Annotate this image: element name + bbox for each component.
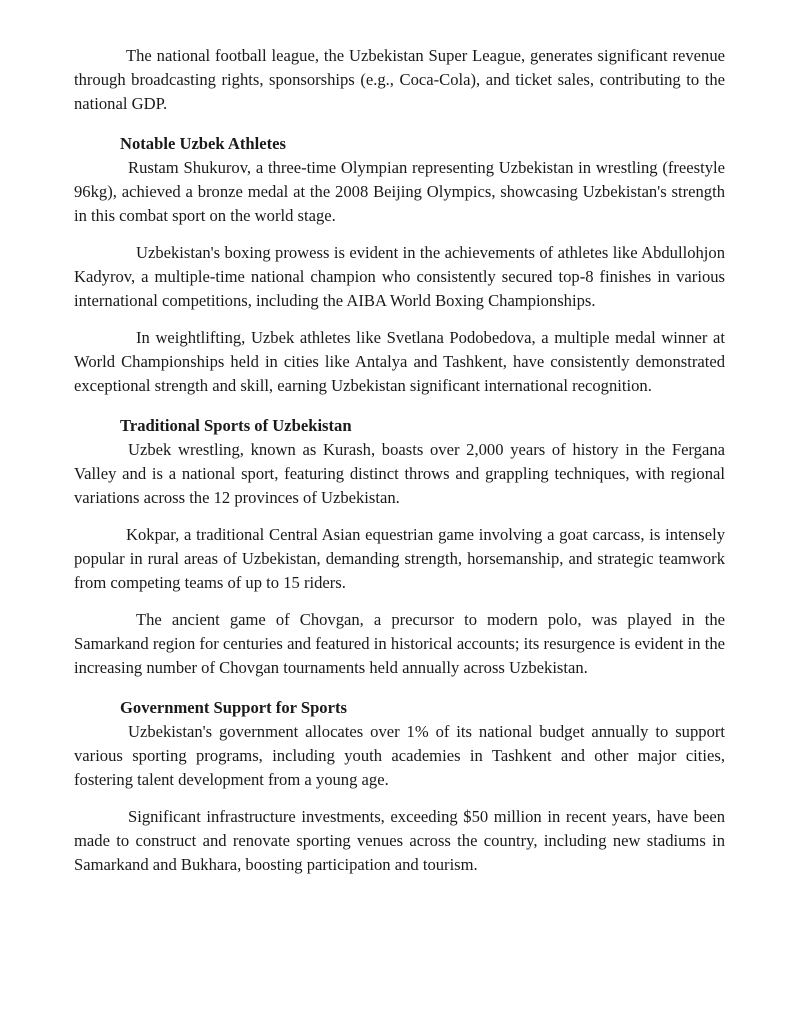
heading-notable-athletes: Notable Uzbek Athletes: [120, 134, 286, 153]
spacer: [74, 510, 725, 523]
paragraph-chovgan: The ancient game of Chovgan, a precursor to modern polo, was played in the Samarkand region for centuries and featured in historical accounts; its resurgence is evident in the increasing number of Chovgan tournaments held annually across Uzbekistan.: [74, 610, 725, 677]
spacer: [74, 313, 725, 326]
paragraph-kokpar: Kokpar, a traditional Central Asian equestrian game involving a goat carcass, is intensely popular in rural areas of Uzbekistan, demanding strength, horsemanship, and strategic teamwork from competing teams of up to 15 riders.: [74, 525, 725, 592]
spacer: [74, 595, 725, 608]
paragraph-kurash: Uzbek wrestling, known as Kurash, boasts over 2,000 years of history in the Fergana Valley and is a national sport, featuring distinct throws and grappling techniques, with regional variations across the 12 provinces of Uzbekistan.: [74, 440, 725, 507]
heading-traditional-sports: Traditional Sports of Uzbekistan: [120, 416, 352, 435]
heading-government-support: Government Support for Sports: [120, 698, 347, 717]
paragraph-infrastructure: Significant infrastructure investments, exceeding $50 million in recent years, have been made to construct and renovate sporting venues across the country, including new stadiums in Samarkand and Bukhara, boosting participation and tourism.: [74, 807, 725, 874]
document-page: [74, 44, 725, 877]
spacer: [74, 228, 725, 241]
spacer: [74, 680, 725, 696]
paragraph-football-league: The national football league, the Uzbekistan Super League, generates significant revenue through broadcasting rights, sponsorships (e.g., Coca-Cola), and ticket sales, contributing to the national GDP.: [74, 46, 725, 113]
paragraph-weightlifting: In weightlifting, Uzbek athletes like Svetlana Podobedova, a multiple medal winner at World Championships held in cities like Antalya and Tashkent, have consistently demonstrated exceptional strength and skill, earning Uzbekistan significant international recognition.: [74, 328, 725, 395]
spacer: [74, 116, 725, 132]
paragraph-boxing: Uzbekistan's boxing prowess is evident in the achievements of athletes like Abdullohjon Kadyrov, a multiple-time national champion who consistently secured top-8 finishes in various international competitions, including the AIBA World Boxing Championships.: [74, 243, 725, 310]
paragraph-shukurov: Rustam Shukurov, a three-time Olympian representing Uzbekistan in wrestling (freestyle 96kg), achieved a bronze medal at the 2008 Beijing Olympics, showcasing Uzbekistan's strength in this combat sport on the world stage.: [74, 158, 725, 225]
spacer: [74, 792, 725, 805]
spacer: [74, 398, 725, 414]
paragraph-budget: Uzbekistan's government allocates over 1% of its national budget annually to support various sporting programs, including youth academies in Tashkent and other major cities, fostering talent development from a young age.: [74, 722, 725, 789]
